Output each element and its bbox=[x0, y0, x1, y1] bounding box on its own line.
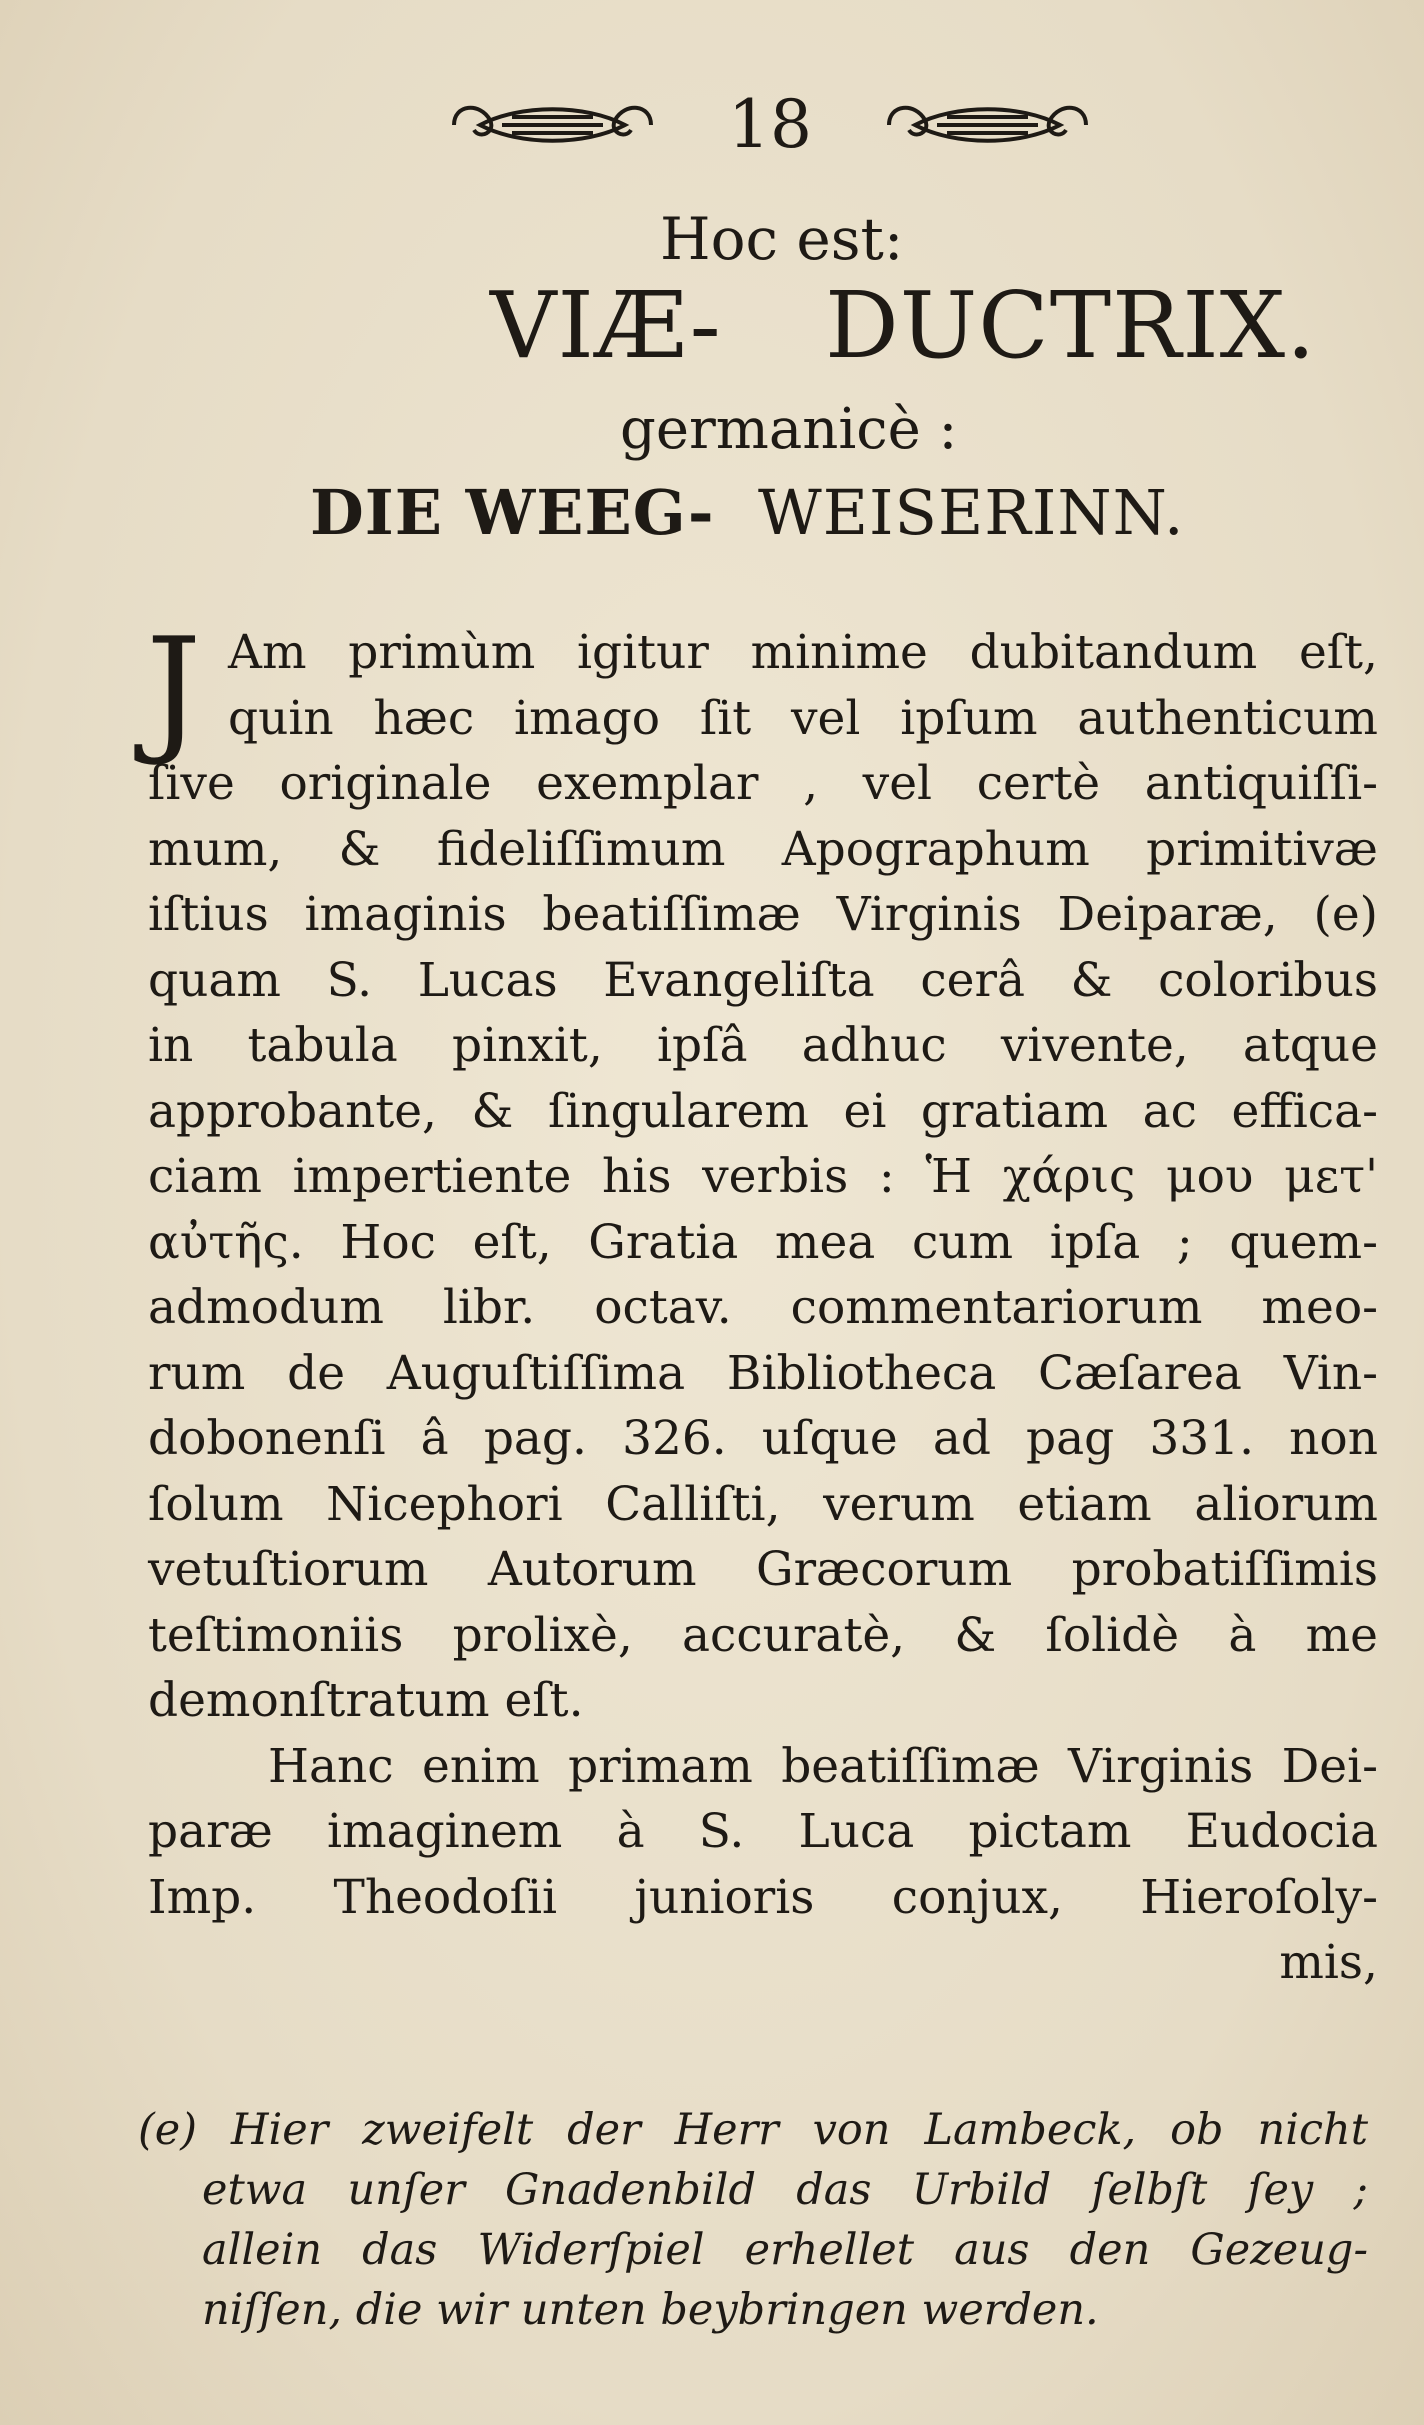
text-line: quam S. Lucas Evangeliſta cerâ & coloribus bbox=[148, 952, 1378, 1008]
text-line: iſtius imaginis beatiſſimæ Virginis Deiparæ, (e) bbox=[148, 887, 1378, 942]
text-line: rum de Auguſtiſſima Bibliotheca Cæſarea Vin- bbox=[148, 1345, 1378, 1401]
running-head bbox=[440, 80, 1100, 170]
text-line: vetuſtiorum Autorum Græcorum probatiſſimis bbox=[148, 1542, 1378, 1597]
footnote-line: niſſen, die wir unten beybringen werden. bbox=[202, 2285, 1099, 2335]
text-line: mum, & fideliſſimum Apographum primitivæ bbox=[148, 821, 1378, 877]
latin-title-left: VIÆ- bbox=[490, 272, 722, 379]
text-line: approbante, & ſingularem ei gratiam ac effica- bbox=[148, 1083, 1378, 1139]
drop-cap: J bbox=[146, 608, 202, 769]
text-line: dobonenſi â pag. 326. uſque ad pag 331. non bbox=[148, 1411, 1378, 1466]
right-ornament-icon bbox=[875, 90, 1100, 160]
footnote-line: (e) Hier zweifelt der Herr von Lambeck, ob nicht bbox=[138, 2105, 1368, 2155]
text-line: paræ imaginem à S. Luca pictam Eudocia bbox=[148, 1804, 1378, 1859]
body-text bbox=[146, 608, 1378, 1996]
text-line: quin hæc imago ſit vel ipſum authenticum bbox=[228, 690, 1378, 746]
text-line: Am primùm igitur minime dubitandum eſt, bbox=[228, 625, 1378, 680]
text-line: ciam impertiente his verbis : Ἡ χάρις μου μετ' bbox=[148, 1149, 1378, 1204]
text-line: ſolum Nicephori Calliſti, verum etiam aliorum bbox=[148, 1476, 1378, 1532]
catchword: mis, bbox=[1279, 1935, 1378, 1990]
text-line: αὐτῆς. Hoc eſt, Gratia mea cum ipſa ; quem- bbox=[148, 1214, 1378, 1270]
footnote-line: allein das Widerſpiel erhellet aus den Gezeug- bbox=[202, 2225, 1368, 2275]
text-line: admodum libr. octav. commentariorum meo- bbox=[148, 1280, 1378, 1335]
footnote bbox=[138, 2100, 1368, 2340]
text-line: Imp. Theodoſii junioris conjux, Hieroſoly- bbox=[148, 1869, 1378, 1925]
hoc-est-line: Hoc est: bbox=[660, 205, 904, 273]
text-line: in tabula pinxit, ipſâ adhuc vivente, atque bbox=[148, 1018, 1378, 1073]
german-title-left: DIE WEEG- bbox=[310, 476, 715, 549]
germanice-line: germanicè : bbox=[620, 397, 958, 462]
text-line: demonſtratum eſt. bbox=[148, 1673, 584, 1728]
text-line: ſive originale exemplar , vel certè antiquiſſi- bbox=[148, 756, 1378, 811]
german-title-right: WEISERINN. bbox=[758, 476, 1185, 549]
text-line: Hanc enim primam beatiſſimæ Virginis Dei- bbox=[268, 1738, 1378, 1794]
footnote-line: etwa unſer Gnadenbild das Urbild ſelbſt ſey ; bbox=[202, 2165, 1368, 2215]
latin-title-right: DUCTRIX. bbox=[825, 272, 1317, 379]
page-number: 18 bbox=[728, 86, 812, 163]
text-line: teſtimoniis prolixè, accuratè, & ſolidè à me bbox=[148, 1607, 1378, 1663]
